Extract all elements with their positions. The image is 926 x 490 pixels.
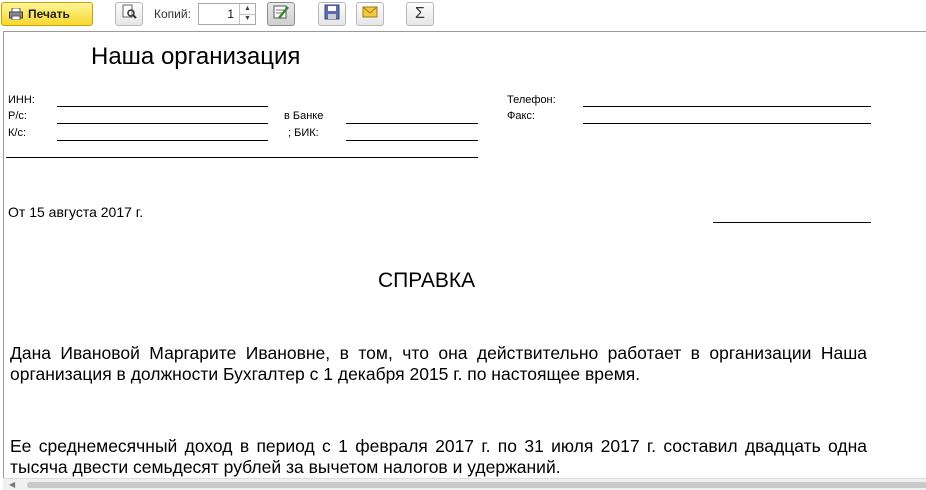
paragraph-employment: Дана Ивановой Маргарите Ивановне, в том, что она действительно работает в организации Наша организация в должности Бухгалтер с 1 декабря 2015 г. по настоящее время.: [10, 343, 867, 384]
spin-up-icon[interactable]: ▲: [240, 4, 255, 15]
bank-line: [346, 123, 478, 124]
sum-button[interactable]: [406, 2, 434, 26]
paragraph-income: Ее среднемесячный доход в период с 1 февраля 2017 г. по 31 июля 2017 г. составил двадцать одна тысяча двести семьдесят рублей за вычетом налогов и удержаний.: [10, 436, 867, 477]
rs-label: Р/с:: [8, 110, 27, 122]
email-button[interactable]: [356, 2, 384, 26]
edit-icon: [273, 4, 289, 25]
copies-spinner[interactable]: [239, 4, 255, 24]
bik-line: [346, 140, 478, 141]
fax-line: [583, 123, 871, 124]
phone-line: [583, 106, 871, 107]
inn-line: [57, 106, 268, 107]
ks-label: К/с:: [8, 127, 27, 139]
copies-value: 1: [227, 7, 234, 21]
ks-line: [57, 140, 268, 141]
header-divider: [6, 157, 478, 158]
bik-label: ; БИК:: [288, 127, 319, 139]
print-label: Печать: [28, 7, 70, 21]
phone-label: Телефон:: [507, 94, 556, 106]
horizontal-scrollbar[interactable]: [3, 478, 926, 490]
toolbar: [0, 0, 926, 30]
sum-icon: Σ: [415, 5, 425, 22]
inn-label: ИНН:: [8, 94, 35, 106]
copies-label: Копий:: [154, 7, 191, 21]
edit-button[interactable]: [267, 2, 295, 26]
org-name: Наша организация: [91, 43, 301, 70]
preview-button[interactable]: [115, 2, 143, 26]
rs-line: [57, 123, 268, 124]
fax-label: Факс:: [507, 110, 535, 122]
copies-input[interactable]: [198, 3, 256, 25]
print-icon: [9, 8, 23, 20]
date-text: От 15 августа 2017 г.: [8, 204, 144, 220]
spin-down-icon[interactable]: ▼: [244, 15, 251, 22]
scroll-left-icon[interactable]: ◀: [9, 480, 16, 489]
save-icon: [324, 4, 340, 25]
number-line: [713, 222, 871, 223]
scrollbar-thumb[interactable]: [27, 482, 926, 488]
document-title: СПРАВКА: [378, 269, 476, 292]
preview-icon: [121, 4, 137, 25]
bank-label: в Банке: [284, 110, 324, 122]
document-view: [3, 31, 926, 490]
print-button[interactable]: [1, 2, 93, 26]
save-button[interactable]: [318, 2, 346, 26]
email-icon: [362, 5, 378, 24]
